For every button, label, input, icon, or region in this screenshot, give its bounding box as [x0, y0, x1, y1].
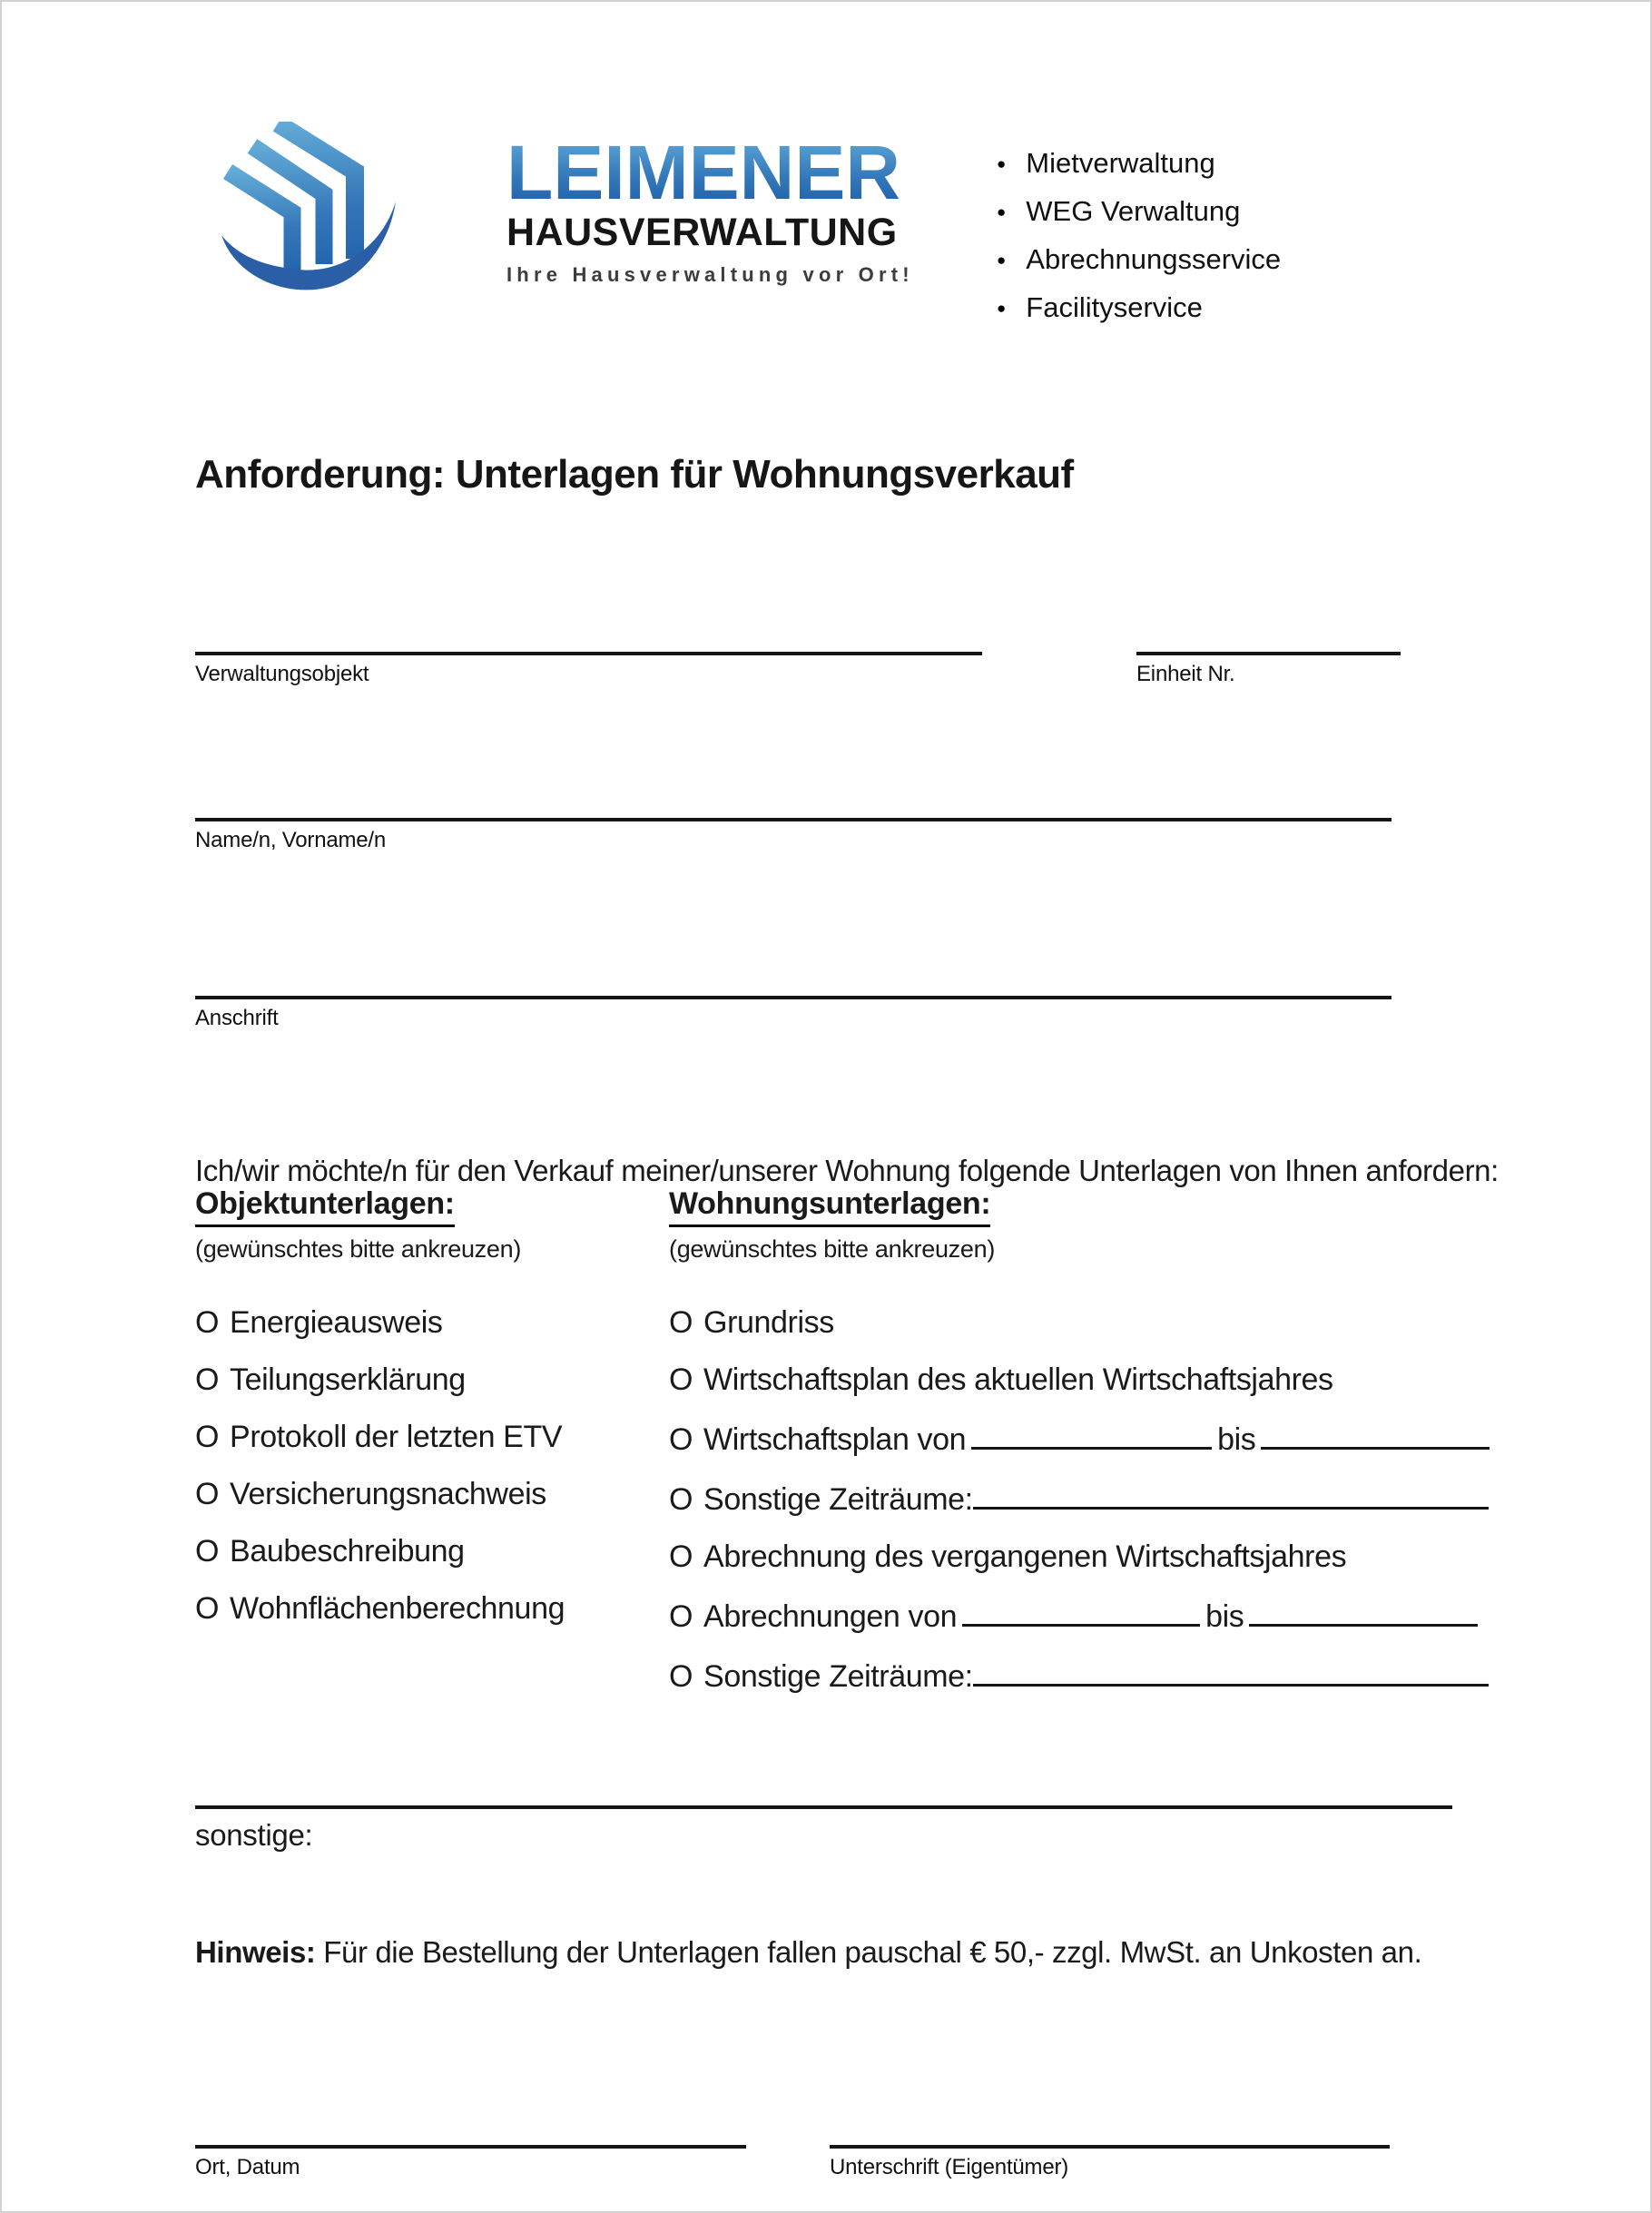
checkbox-circle[interactable]: O — [195, 1591, 220, 1626]
checkbox-circle[interactable]: O — [669, 1305, 693, 1340]
objektunterlagen-items — [195, 1305, 658, 1626]
field-anschrift — [195, 996, 1391, 1031]
einheit-nr-input-line[interactable] — [1136, 652, 1401, 655]
unterschrift-label: Unterschrift (Eigentümer) — [830, 2155, 1069, 2179]
checklist-label: Abrechnung des vergangenen Wirtschaftsjahres — [703, 1539, 1347, 1574]
column-objektunterlagen — [195, 1186, 658, 1648]
sonstige-label: sonstige: — [195, 1818, 313, 1852]
name-label: Name/n, Vorname/n — [195, 828, 387, 852]
checklist-item — [195, 1534, 658, 1569]
checklist-item — [195, 1591, 658, 1626]
field-ort-datum — [195, 2145, 746, 2180]
hinweis-text — [195, 1933, 1502, 1972]
checklist-label: Baubeschreibung — [230, 1534, 465, 1569]
signature-gap — [746, 2145, 830, 2180]
checklist-item — [669, 1657, 1481, 1694]
checklist-label: Protokoll der letzten ETV — [230, 1420, 563, 1454]
checkbox-circle[interactable]: O — [195, 1534, 220, 1569]
field-unterschrift — [830, 2145, 1390, 2180]
field-einheit-nr — [1136, 652, 1401, 687]
verwaltungsobjekt-label: Verwaltungsobjekt — [195, 662, 369, 686]
fill-in-blank[interactable] — [973, 1657, 1489, 1687]
logo-tagline: Ihre Hausverwaltung vor Ort! — [506, 263, 914, 286]
checkbox-circle[interactable]: O — [669, 1599, 693, 1634]
checklist-item — [195, 1477, 658, 1511]
checklist-label: Sonstige Zeiträume: — [703, 1659, 973, 1694]
wohnungsunterlagen-note: (gewünschtes bitte ankreuzen) — [669, 1235, 996, 1263]
checklist-item — [195, 1362, 658, 1397]
ort-datum-label: Ort, Datum — [195, 2155, 300, 2179]
field-sonstige — [195, 1805, 1452, 1853]
checklist-label: Wirtschaftsplan des aktuellen Wirtschaftsjahres — [703, 1362, 1333, 1397]
fill-in-blank[interactable] — [1249, 1597, 1478, 1627]
fill-in-blank[interactable] — [962, 1597, 1200, 1627]
objektunterlagen-note: (gewünschtes bitte ankreuzen) — [195, 1235, 522, 1263]
checkbox-circle[interactable]: O — [669, 1362, 693, 1397]
signature-section — [195, 2145, 1390, 2180]
hinweis-label: Hinweis: — [195, 1935, 316, 1969]
checkbox-circle[interactable]: O — [195, 1305, 220, 1340]
checklist-item — [669, 1362, 1481, 1397]
service-item: ● Abrechnungsservice — [997, 236, 1281, 284]
company-logo-text — [506, 130, 914, 287]
checklist-item — [195, 1305, 658, 1340]
checklist-label: Grundriss — [703, 1305, 834, 1340]
service-item: ● WEG Verwaltung — [997, 188, 1281, 236]
checklist-columns — [195, 1186, 1484, 1749]
checklist-label: Teilungserklärung — [230, 1362, 466, 1397]
checklist-label: Wirtschaftsplan von — [703, 1422, 967, 1457]
checklist-label: Wohnflächenberechnung — [230, 1591, 565, 1626]
objektunterlagen-heading: Objektunterlagen: — [195, 1186, 455, 1227]
unterschrift-input-line[interactable] — [830, 2145, 1390, 2149]
checkbox-circle[interactable]: O — [669, 1659, 693, 1694]
checklist-label: bis — [1217, 1422, 1256, 1457]
services-list — [997, 140, 1281, 332]
company-logo-icon — [203, 122, 397, 310]
checklist-item — [669, 1480, 1481, 1517]
column-wohnungsunterlagen — [669, 1186, 1481, 1716]
service-item: ● Facilityservice — [997, 284, 1281, 332]
checklist-item — [669, 1305, 1481, 1340]
wohnungsunterlagen-items — [669, 1305, 1481, 1694]
checklist-label: Abrechnungen von — [703, 1599, 958, 1634]
checkbox-circle[interactable]: O — [195, 1477, 220, 1511]
field-verwaltungsobjekt — [195, 652, 982, 687]
checklist-item — [669, 1420, 1481, 1457]
anschrift-label: Anschrift — [195, 1006, 279, 1030]
checkbox-circle[interactable]: O — [195, 1420, 220, 1454]
checklist-label: Sonstige Zeiträume: — [703, 1482, 973, 1517]
intro-text: Ich/wir möchte/n für den Verkauf meiner/unserer Wohnung folgende Unterlagen von Ihnen anfordern: — [195, 1154, 1499, 1187]
checklist-label: Versicherungsnachweis — [230, 1477, 546, 1511]
logo-wordmark: LEIMENER — [506, 134, 914, 211]
checklist-item — [669, 1539, 1481, 1574]
checklist-label: bis — [1205, 1599, 1244, 1634]
service-item: ● Mietverwaltung — [997, 140, 1281, 188]
checkbox-circle[interactable]: O — [669, 1422, 693, 1457]
sonstige-input-line[interactable] — [195, 1805, 1452, 1809]
fill-in-blank[interactable] — [971, 1420, 1212, 1450]
fill-in-blank[interactable] — [1261, 1420, 1490, 1450]
checkbox-circle[interactable]: O — [669, 1539, 693, 1574]
wohnungsunterlagen-heading: Wohnungsunterlagen: — [669, 1186, 990, 1227]
logo-subtitle: HAUSVERWALTUNG — [506, 211, 898, 254]
checklist-label: Energieausweis — [230, 1305, 443, 1340]
ort-datum-input-line[interactable] — [195, 2145, 746, 2149]
name-input-line[interactable] — [195, 818, 1391, 821]
anschrift-input-line[interactable] — [195, 996, 1391, 999]
hinweis-body: Für die Bestellung der Unterlagen fallen pauschal € 50,- zzgl. MwSt. an Unkosten an. — [315, 1935, 1422, 1969]
einheit-nr-label: Einheit Nr. — [1136, 662, 1235, 686]
field-name-vorname — [195, 818, 1391, 853]
checklist-item — [669, 1597, 1481, 1634]
page-title: Anforderung: Unterlagen für Wohnungsverkauf — [195, 452, 1074, 497]
checkbox-circle[interactable]: O — [669, 1482, 693, 1517]
checkbox-circle[interactable]: O — [195, 1362, 220, 1397]
verwaltungsobjekt-input-line[interactable] — [195, 652, 982, 655]
fill-in-blank[interactable] — [973, 1480, 1489, 1510]
checklist-item — [195, 1420, 658, 1454]
